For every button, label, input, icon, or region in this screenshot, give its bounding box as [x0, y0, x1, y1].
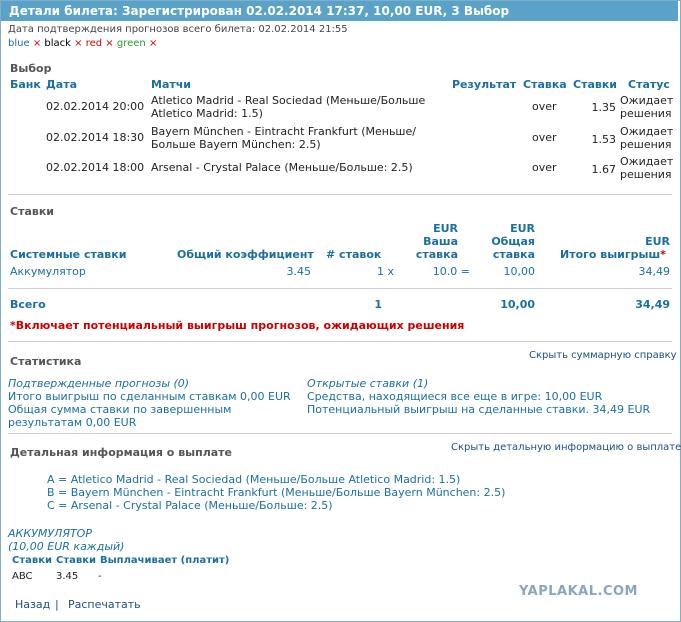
col-total-stake: ставка — [492, 248, 535, 261]
row-status: Ожидает — [620, 94, 674, 107]
row-date: 02.02.2014 20:00 — [46, 100, 145, 113]
total-label: Всего — [10, 298, 46, 311]
col-your-stake: ставка — [415, 248, 458, 261]
selection-heading: Выбор — [10, 62, 52, 75]
row-match: Bayern München - Eintracht Frankfurt (Меньше/ — [151, 125, 416, 138]
col-total: Общая — [491, 235, 535, 248]
payout-item: B = Bayern München - Eintracht Frankfurt (Меньше/Больше Bayern München: 2.5) — [47, 486, 506, 499]
col-your: Ваша — [423, 235, 458, 248]
in-game-funds: Средства, находящиеся все еще в игре: 10,00 EUR — [307, 390, 603, 403]
hide-summary-link[interactable]: Скрыть суммарную справку — [529, 350, 677, 361]
col-date: Дата — [46, 78, 78, 91]
confirm-date: Дата подтверждения прогнозов всего билета: 02.02.2014 21:55 — [8, 24, 348, 35]
payout-col-pays: Выплачивает (платит) — [100, 555, 230, 566]
col-eur: EUR — [645, 235, 670, 248]
row-match-cont: Atletico Madrid: 1.5) — [151, 107, 263, 120]
accumulator-sub: (10,00 EUR каждый) — [8, 540, 125, 553]
col-count: # ставок — [326, 248, 382, 261]
stakes-heading: Ставки — [10, 205, 55, 218]
open-bets: Открытые ставки (1) — [307, 377, 429, 390]
row-status-cont: решения — [620, 107, 672, 120]
row-date: 02.02.2014 18:00 — [46, 161, 145, 174]
footer-separator: | — [55, 598, 59, 611]
col-bank: Банк — [10, 78, 41, 91]
row-odds: 1.35 — [591, 101, 616, 114]
col-eur: EUR — [433, 222, 458, 235]
col-stake: Ставка — [523, 78, 567, 91]
window-title: Детали билета: Зарегистрирован 02.02.2014 17:37, 10,00 EUR, 3 Выбор — [1, 1, 678, 21]
completed-sum-cont: результатам 0,00 EUR — [8, 416, 137, 429]
legend-sep: × — [148, 38, 158, 49]
col-odds: Ставки — [573, 78, 618, 91]
col-result: Результат — [452, 78, 517, 91]
row-stake: over — [532, 161, 557, 174]
legend-red: red — [85, 38, 103, 49]
divider — [8, 433, 672, 434]
divider — [8, 288, 672, 289]
stake-name: Аккумулятор — [10, 265, 86, 278]
confirmed-forecasts: Подтвержденные прогнозы (0) — [8, 377, 190, 390]
won-total: Итого выигрыш по сделанным ставкам 0,00 EUR — [8, 390, 291, 403]
row-status: Ожидает — [620, 155, 674, 168]
potential-win: Потенциальный выигрыш на сделанные ставки. 34,49 EUR — [307, 403, 651, 416]
back-link[interactable]: Назад — [15, 598, 51, 611]
row-stake: over — [532, 100, 557, 113]
stake-amount: 10.0 = — [432, 265, 470, 278]
legend-sep: × — [105, 38, 114, 49]
row-stake: over — [532, 131, 557, 144]
row-status-cont: решения — [620, 168, 672, 181]
payout-col-odds: Ставки — [56, 555, 97, 566]
stake-count: 1 x — [376, 265, 394, 278]
total-amount: 10,00 — [500, 298, 535, 311]
potential-note: *Включает потенциальный выигрыш прогнозов, ожидающих решения — [10, 319, 465, 332]
color-legend — [8, 38, 157, 49]
legend-blue: blue — [8, 38, 30, 49]
col-status: Статус — [628, 78, 670, 91]
col-eur: EUR — [510, 222, 535, 235]
legend-black: black — [44, 38, 71, 49]
row-odds: 1.67 — [591, 163, 616, 176]
row-match-cont: Больше Bayern München: 2.5) — [151, 138, 321, 151]
payout-item: A = Atletico Madrid - Real Sociedad (Меньше/Больше Atletico Madrid: 1.5) — [47, 473, 461, 486]
col-system: Системные ставки — [10, 248, 127, 261]
col-win: Итого выигрыш* — [560, 248, 666, 261]
col-matches: Матчи — [151, 78, 192, 91]
row-date: 02.02.2014 18:30 — [46, 131, 145, 144]
row-status-cont: решения — [620, 138, 672, 151]
stake-coef: 3.45 — [286, 265, 311, 278]
divider — [8, 341, 672, 342]
stake-total: 10,00 — [503, 265, 535, 278]
total-win: 34,49 — [635, 298, 670, 311]
print-link[interactable]: Распечатать — [68, 598, 141, 611]
completed-sum: Общая сумма ставки по завершенным — [8, 403, 232, 416]
accumulator-title: АККУМУЛЯТОР — [8, 527, 92, 540]
col-coef: Общий коэффициент — [177, 248, 314, 261]
row-status: Ожидает — [620, 125, 674, 138]
stake-win: 34,49 — [638, 265, 670, 278]
row-odds: 1.53 — [591, 133, 616, 146]
payout-amount: - — [98, 571, 102, 582]
payout-heading: Детальная информация о выплате — [10, 446, 233, 459]
hide-payout-link[interactable]: Скрыть детальную информацию о выплате — [451, 442, 681, 453]
legend-sep: × — [32, 38, 42, 49]
legend-sep: × — [74, 38, 83, 49]
legend-green: green — [116, 38, 146, 49]
row-match: Arsenal - Crystal Palace (Меньше/Больше: 2.5) — [151, 161, 413, 174]
payout-col-bets: Ставки — [12, 555, 53, 566]
total-count: 1 — [374, 298, 382, 311]
divider — [8, 194, 672, 195]
row-match: Atletico Madrid - Real Sociedad (Меньше/Больше — [151, 94, 426, 107]
payout-item: C = Arsenal - Crystal Palace (Меньше/Больше: 2.5) — [47, 499, 333, 512]
payout-odds: 3.45 — [56, 571, 79, 582]
payout-bets: ABC — [12, 571, 33, 582]
watermark-logo: YAPLAKAL.COM — [519, 584, 638, 599]
stats-heading: Статистика — [10, 355, 82, 368]
